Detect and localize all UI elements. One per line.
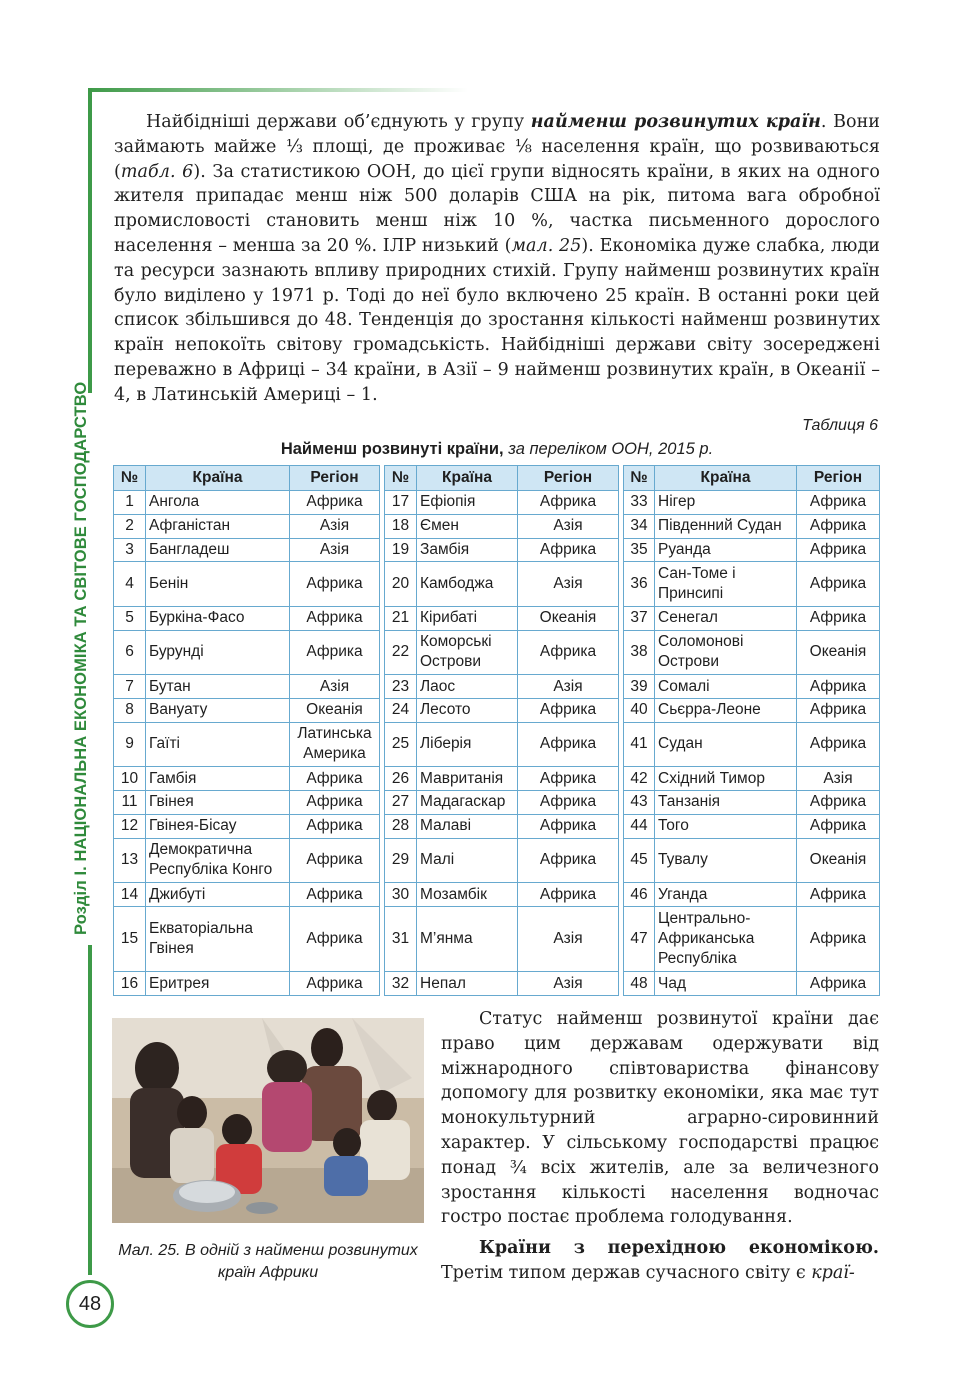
cell-country: Екваторіальна Гвінея (146, 906, 290, 971)
cell-number: 48 (624, 972, 655, 996)
cell-country: Коморські Острови (417, 630, 518, 674)
cell-number: 2 (114, 514, 146, 538)
cell-region: Африка (518, 791, 619, 815)
cell-region: Африка (290, 562, 380, 606)
cell-country: Сьєрра-Леоне (655, 698, 797, 722)
cell-number: 3 (114, 538, 146, 562)
cell-number: 20 (385, 562, 417, 606)
fraction-one-eighth: ⅛ (514, 136, 532, 157)
cell-country: Уганда (655, 883, 797, 907)
cell-country: Чад (655, 972, 797, 996)
cell-region: Африка (290, 838, 380, 882)
cell-region: Африка (518, 630, 619, 674)
intro-text-1: Найбідніші держави об’єднують у групу (146, 112, 531, 132)
cell-country: Джибуті (146, 883, 290, 907)
cell-region: Африка (518, 698, 619, 722)
cell-region: Азія (518, 675, 619, 699)
header-num: № (624, 466, 655, 491)
cell-region: Океанія (797, 630, 880, 674)
cell-country: Гаїті (146, 722, 290, 766)
cell-country: Демократична Республіка Конго (146, 838, 290, 882)
cell-region: Африка (797, 972, 880, 996)
cell-country: Гвінея (146, 791, 290, 815)
cell-region: Азія (290, 538, 380, 562)
table-title (114, 440, 880, 459)
status-paragraph (441, 1007, 879, 1230)
cell-region: Африка (797, 698, 880, 722)
cell-country: Замбія (417, 538, 518, 562)
table-row (114, 791, 880, 815)
header-region: Регіон (290, 466, 380, 491)
table-row (114, 514, 880, 538)
countries-table-wrap (113, 465, 879, 996)
cell-country: Бутан (146, 675, 290, 699)
children-photo (112, 1018, 424, 1223)
cell-country: Бенін (146, 562, 290, 606)
intro-text-4: населення країн, що розвиваються ( (114, 136, 880, 182)
cell-country: Того (655, 814, 797, 838)
cell-number: 25 (385, 722, 417, 766)
cell-country: Ангола (146, 491, 290, 515)
intro-text-6: ). Економіка дуже слабка, люди та ресурси зазнають впливу природних стихій. Групу найменш розвинутих країн було виділено у 1971 р. Тоді до неї було включено 25 країн. В останні роки цей список збільшився до 48. Тенденція до зростання кількості найменш розвинутих країн непокоїть світову громадськість. Найбідніші держави світу зосереджені переважно в Африці – 34 країни, в Азії – 9 найменш розвинутих країн, в Океанії – 4, в Латинській Америці – 1. (114, 235, 880, 405)
cell-country: Судан (655, 722, 797, 766)
section-title: Розділ I. НАЦІОНАЛЬНА ЕКОНОМІКА ТА СВІТОВЕ ГОСПОДАРСТВО (72, 381, 90, 935)
margin-rule-bottom (88, 945, 92, 1275)
cell-number: 28 (385, 814, 417, 838)
cell-country: Непал (417, 972, 518, 996)
cell-country: Південний Судан (655, 514, 797, 538)
cell-country: Ємен (417, 514, 518, 538)
cell-region: Африка (797, 722, 880, 766)
cell-region: Африка (797, 562, 880, 606)
cell-number: 21 (385, 606, 417, 630)
cell-number: 38 (624, 630, 655, 674)
cell-country: Буркіна-Фасо (146, 606, 290, 630)
margin-rule-top (88, 88, 92, 393)
table-row (114, 538, 880, 562)
table-row (114, 767, 880, 791)
table-reference: табл. 6 (120, 161, 194, 182)
header-region: Регіон (518, 466, 619, 491)
table-row (114, 675, 880, 699)
cell-number: 47 (624, 906, 655, 971)
intro-paragraph (114, 110, 880, 408)
cell-region: Африка (518, 491, 619, 515)
cell-number: 34 (624, 514, 655, 538)
table-row (114, 906, 880, 971)
intro-text-5: ). За статистикою ООН, до цієї групи відносять країни, в яких на одного жителя припадає менш ніж 500 доларів США на рік, питома вага обробної промисловості становить менш ніж 10 %, частка письменного дорослого населення – менша за 20 %. ІЛР низький ( (114, 161, 880, 256)
cell-country: Вануату (146, 698, 290, 722)
header-num: № (114, 466, 146, 491)
cell-number: 22 (385, 630, 417, 674)
cell-country: Сомалі (655, 675, 797, 699)
cell-number: 39 (624, 675, 655, 699)
table-row (114, 606, 880, 630)
table-caption: Таблиця 6 (802, 417, 878, 434)
table-title-main: Найменш розвинуті країни, (280, 440, 504, 458)
table-row (114, 630, 880, 674)
cell-number: 17 (385, 491, 417, 515)
cell-region: Азія (518, 972, 619, 996)
table-title-sub: за переліком ООН, 2015 р. (503, 440, 714, 458)
cell-number: 35 (624, 538, 655, 562)
status-text-2: всіх жителів, але за величезного зростання кількості населення водночас гостро постає проблема голодування. (441, 1157, 879, 1228)
cell-region: Африка (290, 972, 380, 996)
cell-country: Лаос (417, 675, 518, 699)
children-photo-illustration (112, 1018, 424, 1223)
cell-number: 4 (114, 562, 146, 606)
table-row (114, 698, 880, 722)
cell-number: 19 (385, 538, 417, 562)
transition-text: Третім типом держав сучасного світу є (441, 1262, 812, 1283)
table-row (114, 972, 880, 996)
cell-region: Африка (290, 883, 380, 907)
cell-number: 32 (385, 972, 417, 996)
cell-country: Танзанія (655, 791, 797, 815)
cell-country: Мадагаскар (417, 791, 518, 815)
cell-country: М’янма (417, 906, 518, 971)
cell-number: 30 (385, 883, 417, 907)
table-row (114, 883, 880, 907)
cell-country: Руанда (655, 538, 797, 562)
cell-region: Африка (797, 675, 880, 699)
cell-region: Африка (797, 606, 880, 630)
cell-region: Африка (797, 883, 880, 907)
cell-region: Африка (518, 722, 619, 766)
cell-region: Азія (797, 767, 880, 791)
cell-number: 36 (624, 562, 655, 606)
cell-number: 16 (114, 972, 146, 996)
cell-region: Азія (518, 562, 619, 606)
cell-country: Малі (417, 838, 518, 882)
cell-country: Ліберія (417, 722, 518, 766)
cell-country: Мозамбік (417, 883, 518, 907)
cell-number: 10 (114, 767, 146, 791)
header-country: Країна (146, 466, 290, 491)
cell-country: Камбоджа (417, 562, 518, 606)
cell-number: 42 (624, 767, 655, 791)
cell-region: Океанія (518, 606, 619, 630)
table-row (114, 562, 880, 606)
cell-number: 23 (385, 675, 417, 699)
intro-text-3: площі, де проживає (302, 136, 515, 157)
cell-country: Центрально-Африканська Республіка (655, 906, 797, 971)
cell-country: Мавританія (417, 767, 518, 791)
cell-number: 44 (624, 814, 655, 838)
cell-country: Гвінея-Бісау (146, 814, 290, 838)
cell-country: Еритрея (146, 972, 290, 996)
cell-number: 24 (385, 698, 417, 722)
cell-number: 31 (385, 906, 417, 971)
table-header-row (114, 466, 880, 491)
cell-region: Океанія (290, 698, 380, 722)
fraction-three-quarters: ¾ (509, 1157, 527, 1178)
cell-region: Азія (518, 514, 619, 538)
cell-number: 11 (114, 791, 146, 815)
cell-country: Сенегал (655, 606, 797, 630)
cell-region: Африка (290, 767, 380, 791)
cell-number: 33 (624, 491, 655, 515)
cell-country: Афганістан (146, 514, 290, 538)
cell-number: 6 (114, 630, 146, 674)
countries-table (113, 465, 880, 996)
header-region: Регіон (797, 466, 880, 491)
cell-region: Африка (290, 814, 380, 838)
cell-number: 43 (624, 791, 655, 815)
cell-country: Східний Тимор (655, 767, 797, 791)
cell-country: Гамбія (146, 767, 290, 791)
table-row (114, 722, 880, 766)
cell-region: Латинська Америка (290, 722, 380, 766)
cell-region: Африка (290, 791, 380, 815)
header-country: Країна (417, 466, 518, 491)
cell-region: Африка (518, 883, 619, 907)
cell-region: Африка (518, 838, 619, 882)
cell-number: 1 (114, 491, 146, 515)
cell-number: 45 (624, 838, 655, 882)
header-country: Країна (655, 466, 797, 491)
figure-reference: мал. 25 (511, 235, 582, 256)
cell-number: 40 (624, 698, 655, 722)
cell-region: Океанія (797, 838, 880, 882)
cell-number: 5 (114, 606, 146, 630)
cell-region: Африка (797, 491, 880, 515)
transition-heading: Країни з перехідною економікою. (479, 1238, 879, 1258)
cell-country: Кірибаті (417, 606, 518, 630)
cell-region: Африка (518, 767, 619, 791)
cell-region: Азія (518, 906, 619, 971)
cell-country: Лесото (417, 698, 518, 722)
table-row (114, 838, 880, 882)
cell-region: Африка (290, 906, 380, 971)
cell-region: Африка (797, 906, 880, 971)
table-row (114, 814, 880, 838)
header-num: № (385, 466, 417, 491)
cell-number: 37 (624, 606, 655, 630)
photo-caption: Мал. 25. В одній з найменш розвинутих країн Африки (118, 1242, 418, 1281)
cell-country: Бурунді (146, 630, 290, 674)
cell-country: Бангладеш (146, 538, 290, 562)
cell-region: Африка (797, 791, 880, 815)
cell-region: Африка (290, 606, 380, 630)
cell-country: Сан-Томе і Принсипі (655, 562, 797, 606)
status-text-1: Статус найменш розвинутої країни дає право цим державам одержувати від міжнародного співтовариства фінансову допомогу для розвитку економіки, яка має тут монокультурний аграрно-сировинний характер. У сільському господарстві працює понад (441, 1009, 879, 1178)
cell-number: 27 (385, 791, 417, 815)
cell-number: 26 (385, 767, 417, 791)
cell-number: 13 (114, 838, 146, 882)
cell-country: Малаві (417, 814, 518, 838)
cell-number: 8 (114, 698, 146, 722)
term-least-developed: найменш розвинутих країн (530, 112, 821, 132)
cell-number: 15 (114, 906, 146, 971)
cell-region: Африка (290, 491, 380, 515)
cell-number: 41 (624, 722, 655, 766)
cell-region: Азія (290, 514, 380, 538)
cell-number: 7 (114, 675, 146, 699)
cell-region: Африка (290, 630, 380, 674)
cell-number: 9 (114, 722, 146, 766)
cell-region: Азія (290, 675, 380, 699)
cell-region: Африка (518, 814, 619, 838)
cell-number: 12 (114, 814, 146, 838)
intro-text-2: . Вони займають майже (114, 112, 880, 157)
cell-country: Соломонові Острови (655, 630, 797, 674)
cell-country: Ефіопія (417, 491, 518, 515)
cell-country: Тувалу (655, 838, 797, 882)
transition-text-italic: краї- (811, 1262, 855, 1283)
table-row (114, 491, 880, 515)
page-number: 48 (66, 1280, 114, 1328)
transition-paragraph (441, 1236, 879, 1286)
cell-number: 46 (624, 883, 655, 907)
header-rule (88, 88, 468, 92)
cell-region: Африка (518, 538, 619, 562)
cell-number: 14 (114, 883, 146, 907)
cell-region: Африка (797, 814, 880, 838)
cell-country: Нігер (655, 491, 797, 515)
cell-number: 29 (385, 838, 417, 882)
fraction-one-third: ⅓ (285, 136, 303, 157)
cell-number: 18 (385, 514, 417, 538)
cell-region: Африка (797, 538, 880, 562)
cell-region: Африка (797, 514, 880, 538)
